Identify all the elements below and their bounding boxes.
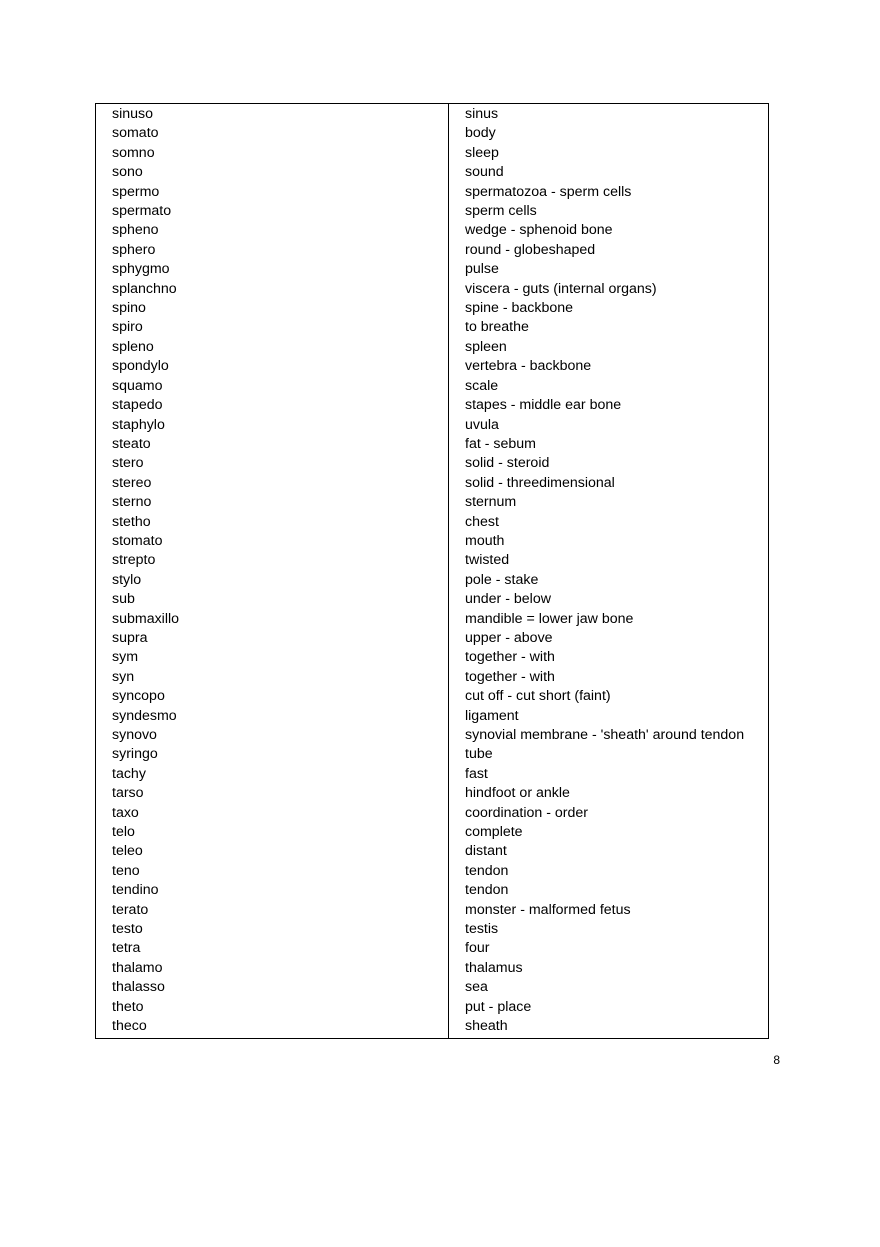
term-root-cell: spiro <box>96 318 449 337</box>
term-root-cell: stomato <box>96 532 449 551</box>
term-root-cell: sphygmo <box>96 260 449 279</box>
term-root-cell: supra <box>96 629 449 648</box>
table-row <box>96 726 769 745</box>
term-meaning-cell: sinus <box>465 106 499 122</box>
term-root-cell: sphero <box>96 241 449 260</box>
term-root-cell: stereo <box>96 474 449 493</box>
term-root-cell: strepto <box>96 551 449 570</box>
table-row <box>96 532 769 551</box>
table-row <box>96 513 769 532</box>
term-rows <box>96 104 769 1039</box>
table-row <box>96 357 769 376</box>
table-row <box>96 396 769 415</box>
table-row <box>96 590 769 609</box>
term-meaning-cell: monster - malformed fetus <box>465 901 631 918</box>
term-root-cell: theco <box>96 1017 449 1038</box>
term-meaning-cell: uvula <box>465 416 499 433</box>
term-meaning-cell: round - globeshaped <box>465 241 596 258</box>
term-root-cell: stetho <box>96 513 449 532</box>
table-row <box>96 280 769 299</box>
term-root-cell: spermato <box>96 202 449 221</box>
term-meaning-cell: mandible = lower jaw bone <box>465 610 634 627</box>
term-meaning-cell: thalamus <box>465 959 523 976</box>
term-meaning-cell: body <box>465 125 496 142</box>
term-root-cell: syncopo <box>96 687 449 706</box>
term-root-cell: spino <box>96 299 449 318</box>
term-meaning-cell: cut off - cut short (faint) <box>465 688 611 705</box>
term-meaning-cell: stapes - middle ear bone <box>465 397 622 414</box>
term-root-cell: teno <box>96 862 449 881</box>
table-row <box>96 823 769 842</box>
term-root-cell: spheno <box>96 221 449 240</box>
table-row <box>96 338 769 357</box>
term-root-cell: taxo <box>96 804 449 823</box>
term-root-cell: spleno <box>96 338 449 357</box>
term-meaning-cell: complete <box>465 824 523 841</box>
table-row <box>96 978 769 997</box>
table-row <box>96 648 769 667</box>
term-meaning-cell: tendon <box>465 882 509 899</box>
table-row <box>96 163 769 182</box>
term-meaning-cell: tube <box>465 746 493 763</box>
term-root-cell: testo <box>96 920 449 939</box>
term-meaning-cell: put - place <box>465 998 532 1015</box>
table-row <box>96 959 769 978</box>
term-meaning-cell: upper - above <box>465 629 553 646</box>
term-meaning-cell: ligament <box>465 707 519 724</box>
term-meaning-cell: chest <box>465 513 499 530</box>
term-root-cell: synovo <box>96 726 449 745</box>
term-root-cell: sono <box>96 163 449 182</box>
table-row <box>96 687 769 706</box>
term-root-cell: squamo <box>96 377 449 396</box>
table-row <box>96 241 769 260</box>
table-row <box>96 551 769 570</box>
term-meaning-cell: four <box>465 940 490 957</box>
term-meaning-cell: sea <box>465 979 488 996</box>
term-meaning-cell: pulse <box>465 261 499 278</box>
table-row <box>96 377 769 396</box>
term-root-cell: syringo <box>96 745 449 764</box>
term-root-cell: staphylo <box>96 416 449 435</box>
table-row <box>96 610 769 629</box>
table-row <box>96 299 769 318</box>
term-root-cell: stylo <box>96 571 449 590</box>
term-root-cell: tarso <box>96 784 449 803</box>
term-meaning-cell: coordination - order <box>465 804 589 821</box>
term-root-cell: theto <box>96 998 449 1017</box>
term-meaning-cell: sperm cells <box>465 203 537 220</box>
term-meaning-cell: spermatozoa - sperm cells <box>465 183 632 200</box>
table-row <box>96 202 769 221</box>
table-row <box>96 104 769 125</box>
term-meaning-cell: together - with <box>465 649 555 666</box>
term-root-cell: terato <box>96 901 449 920</box>
table-row <box>96 629 769 648</box>
term-meaning-cell: testis <box>465 921 499 938</box>
term-meaning-cell: distant <box>465 843 507 860</box>
table-row <box>96 221 769 240</box>
term-meaning-cell: sound <box>465 164 504 181</box>
table-row <box>96 260 769 279</box>
term-meaning-cell: spine - backbone <box>465 300 574 317</box>
table-row <box>96 998 769 1017</box>
term-meaning-cell: solid - steroid <box>465 455 550 472</box>
term-root-cell: telo <box>96 823 449 842</box>
term-meaning-cell: wedge - sphenoid bone <box>465 222 613 239</box>
term-root-cell: thalamo <box>96 959 449 978</box>
term-root-cell: sym <box>96 648 449 667</box>
term-meaning-cell: pole - stake <box>465 571 539 588</box>
table-row <box>96 842 769 861</box>
term-root-cell: tendino <box>96 881 449 900</box>
term-root-cell: submaxillo <box>96 610 449 629</box>
term-root-cell: somato <box>96 124 449 143</box>
term-meaning-cell: fat - sebum <box>465 435 536 452</box>
term-meaning-cell: spleen <box>465 338 507 355</box>
table-row <box>96 144 769 163</box>
term-meaning-cell: to breathe <box>465 319 529 336</box>
term-meaning-cell: sternum <box>465 494 517 511</box>
term-root-cell: syn <box>96 668 449 687</box>
page-number: 8 <box>773 1053 780 1067</box>
term-root-cell: teleo <box>96 842 449 861</box>
table-row <box>96 745 769 764</box>
medical-terms-table <box>95 103 769 1039</box>
term-root-cell: stapedo <box>96 396 449 415</box>
term-root-cell: tachy <box>96 765 449 784</box>
table-row <box>96 920 769 939</box>
table-row <box>96 454 769 473</box>
table-row <box>96 862 769 881</box>
term-root-cell: stero <box>96 454 449 473</box>
table-row <box>96 124 769 143</box>
table-row <box>96 784 769 803</box>
term-root-cell: spondylo <box>96 357 449 376</box>
table-row <box>96 474 769 493</box>
table-row <box>96 901 769 920</box>
term-meaning-cell: tendon <box>465 862 509 879</box>
table-row <box>96 183 769 202</box>
term-meaning-cell: mouth <box>465 532 505 549</box>
table-row <box>96 416 769 435</box>
term-root-cell: splanchno <box>96 280 449 299</box>
table-row <box>96 707 769 726</box>
table-row <box>96 435 769 454</box>
table-row <box>96 939 769 958</box>
table-row <box>96 571 769 590</box>
term-meaning-cell: solid - threedimensional <box>465 474 615 491</box>
term-meaning-cell: vertebra - backbone <box>465 358 592 375</box>
term-root-cell: steato <box>96 435 449 454</box>
table-row <box>96 1017 769 1038</box>
term-meaning-cell: viscera - guts (internal organs) <box>465 280 657 297</box>
term-meaning-cell: hindfoot or ankle <box>465 785 570 802</box>
term-meaning-cell: under - below <box>465 591 551 608</box>
term-meaning-cell: sleep <box>465 144 499 161</box>
table-row <box>96 765 769 784</box>
term-root-cell: syndesmo <box>96 707 449 726</box>
term-root-cell: spermo <box>96 183 449 202</box>
table-row <box>96 804 769 823</box>
table-row <box>96 318 769 337</box>
table-row <box>96 668 769 687</box>
term-root-cell: sub <box>96 590 449 609</box>
term-meaning-cell: together - with <box>465 668 555 685</box>
term-meaning-cell: scale <box>465 377 499 394</box>
term-meaning-cell: twisted <box>465 552 510 569</box>
table-row <box>96 881 769 900</box>
term-root-cell: tetra <box>96 939 449 958</box>
term-meaning-cell: fast <box>465 765 488 782</box>
term-root-cell: sterno <box>96 493 449 512</box>
term-meaning-cell: sheath <box>465 1018 508 1035</box>
term-root-cell: sinuso <box>96 104 449 125</box>
table-row <box>96 493 769 512</box>
term-root-cell: thalasso <box>96 978 449 997</box>
term-root-cell: somno <box>96 144 449 163</box>
term-meaning-cell: synovial membrane - 'sheath' around tendon <box>465 727 745 743</box>
